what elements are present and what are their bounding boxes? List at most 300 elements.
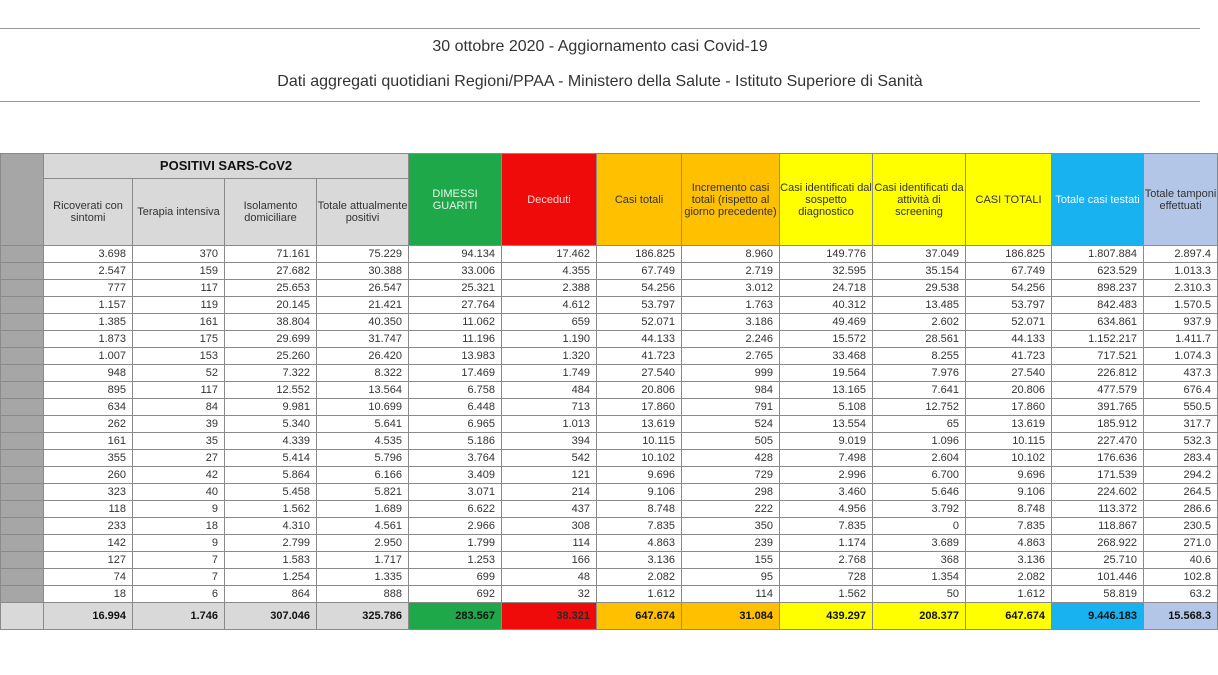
table-cell: 550.5 xyxy=(1144,399,1218,416)
table-cell: 6.166 xyxy=(317,467,409,484)
region-cell xyxy=(1,246,44,263)
col-header-totale-positivi: Totale attualmente positivi xyxy=(317,179,409,246)
table-cell: 54.256 xyxy=(966,280,1052,297)
table-cell: 33.468 xyxy=(780,348,873,365)
table-cell: 67.749 xyxy=(966,263,1052,280)
table-cell: 4.339 xyxy=(225,433,317,450)
table-cell: 10.115 xyxy=(597,433,682,450)
col-header-dimessi-guariti: DIMESSI GUARITI xyxy=(409,154,502,246)
top-rule xyxy=(0,28,1200,29)
total-cell: 38.321 xyxy=(502,603,597,630)
col-header-ricoverati: Ricoverati con sintomi xyxy=(44,179,133,246)
table-cell: 29.699 xyxy=(225,331,317,348)
table-row xyxy=(1,263,1218,280)
region-cell xyxy=(1,535,44,552)
table-row xyxy=(1,382,1218,399)
table-cell: 394 xyxy=(502,433,597,450)
table-cell: 4.863 xyxy=(966,535,1052,552)
table-cell: 264.5 xyxy=(1144,484,1218,501)
table-cell: 171.539 xyxy=(1052,467,1144,484)
table-cell: 49.469 xyxy=(780,314,873,331)
table-cell: 224.602 xyxy=(1052,484,1144,501)
col-header-casi-totali: Casi totali xyxy=(597,154,682,246)
region-cell xyxy=(1,467,44,484)
table-row xyxy=(1,586,1218,603)
col-header-incremento: Incremento casi totali (rispetto al giorno precedente) xyxy=(682,154,780,246)
table-cell: 186.825 xyxy=(966,246,1052,263)
table-cell: 699 xyxy=(409,569,502,586)
table-cell: 185.912 xyxy=(1052,416,1144,433)
table-cell: 1.689 xyxy=(317,501,409,518)
table-cell: 898.237 xyxy=(1052,280,1144,297)
table-cell: 71.161 xyxy=(225,246,317,263)
total-cell: 325.786 xyxy=(317,603,409,630)
table-cell: 119 xyxy=(133,297,225,314)
table-cell: 350 xyxy=(682,518,780,535)
total-cell: 647.674 xyxy=(597,603,682,630)
table-cell: 44.133 xyxy=(966,331,1052,348)
table-cell: 38.804 xyxy=(225,314,317,331)
table-cell: 842.483 xyxy=(1052,297,1144,314)
table-cell: 4.561 xyxy=(317,518,409,535)
table-cell: 175 xyxy=(133,331,225,348)
table-cell: 3.689 xyxy=(873,535,966,552)
table-cell: 20.806 xyxy=(966,382,1052,399)
table-cell: 2.082 xyxy=(597,569,682,586)
region-cell xyxy=(1,263,44,280)
table-cell: 27.540 xyxy=(597,365,682,382)
total-cell: 439.297 xyxy=(780,603,873,630)
table-cell: 9.019 xyxy=(780,433,873,450)
col-header-casi-testati: Totale casi testati xyxy=(1052,154,1144,246)
table-cell: 37.049 xyxy=(873,246,966,263)
table-cell: 159 xyxy=(133,263,225,280)
table-cell: 888 xyxy=(317,586,409,603)
table-cell: 1.335 xyxy=(317,569,409,586)
table-cell: 2.996 xyxy=(780,467,873,484)
table-cell: 13.485 xyxy=(873,297,966,314)
table-cell: 41.723 xyxy=(597,348,682,365)
table-cell: 13.983 xyxy=(409,348,502,365)
table-cell: 7.835 xyxy=(597,518,682,535)
table-cell: 8.748 xyxy=(597,501,682,518)
table-cell: 984 xyxy=(682,382,780,399)
table-cell: 1.013 xyxy=(502,416,597,433)
table-cell: 27.540 xyxy=(966,365,1052,382)
table-cell: 18 xyxy=(133,518,225,535)
table-row xyxy=(1,467,1218,484)
table-cell: 5.641 xyxy=(317,416,409,433)
total-cell: 647.674 xyxy=(966,603,1052,630)
table-cell: 477.579 xyxy=(1052,382,1144,399)
table-cell: 10.699 xyxy=(317,399,409,416)
table-cell: 286.6 xyxy=(1144,501,1218,518)
table-cell: 74 xyxy=(44,569,133,586)
region-cell xyxy=(1,314,44,331)
table-cell: 28.561 xyxy=(873,331,966,348)
table-cell: 2.246 xyxy=(682,331,780,348)
table-cell: 153 xyxy=(133,348,225,365)
table-cell: 26.547 xyxy=(317,280,409,297)
table-row xyxy=(1,331,1218,348)
table-cell: 40 xyxy=(133,484,225,501)
table-cell: 29.538 xyxy=(873,280,966,297)
table-cell: 1.013.3 xyxy=(1144,263,1218,280)
table-cell: 937.9 xyxy=(1144,314,1218,331)
table-cell: 11.196 xyxy=(409,331,502,348)
table-cell: 2.604 xyxy=(873,450,966,467)
table-cell: 3.460 xyxy=(780,484,873,501)
table-cell: 7.835 xyxy=(966,518,1052,535)
table-cell: 9.696 xyxy=(966,467,1052,484)
table-cell: 777 xyxy=(44,280,133,297)
table-cell: 75.229 xyxy=(317,246,409,263)
table-cell: 713 xyxy=(502,399,597,416)
table-cell: 10.102 xyxy=(597,450,682,467)
region-cell xyxy=(1,501,44,518)
table-row xyxy=(1,297,1218,314)
table-cell: 729 xyxy=(682,467,780,484)
table-cell: 0 xyxy=(873,518,966,535)
table-cell: 239 xyxy=(682,535,780,552)
table-cell: 17.469 xyxy=(409,365,502,382)
table-cell: 6.448 xyxy=(409,399,502,416)
table-cell: 3.136 xyxy=(597,552,682,569)
table-cell: 1.562 xyxy=(225,501,317,518)
table-cell: 791 xyxy=(682,399,780,416)
table-cell: 11.062 xyxy=(409,314,502,331)
table-cell: 4.612 xyxy=(502,297,597,314)
table-cell: 20.806 xyxy=(597,382,682,399)
table-cell: 5.796 xyxy=(317,450,409,467)
table-cell: 27 xyxy=(133,450,225,467)
table-cell: 233 xyxy=(44,518,133,535)
table-cell: 101.446 xyxy=(1052,569,1144,586)
table-cell: 31.747 xyxy=(317,331,409,348)
table-cell: 1.254 xyxy=(225,569,317,586)
table-cell: 1.612 xyxy=(966,586,1052,603)
totals-row xyxy=(1,603,1218,630)
table-cell: 437 xyxy=(502,501,597,518)
table-cell: 40.6 xyxy=(1144,552,1218,569)
table-cell: 1.612 xyxy=(597,586,682,603)
table-cell: 948 xyxy=(44,365,133,382)
table-cell: 17.462 xyxy=(502,246,597,263)
table-cell: 7.498 xyxy=(780,450,873,467)
table-cell: 121 xyxy=(502,467,597,484)
table-cell: 10.102 xyxy=(966,450,1052,467)
table-cell: 7 xyxy=(133,569,225,586)
table-cell: 142 xyxy=(44,535,133,552)
table-cell: 9 xyxy=(133,535,225,552)
table-cell: 1.385 xyxy=(44,314,133,331)
table-cell: 999 xyxy=(682,365,780,382)
table-cell: 3.698 xyxy=(44,246,133,263)
table-cell: 1.807.884 xyxy=(1052,246,1144,263)
table-cell: 13.554 xyxy=(780,416,873,433)
table-cell: 8.255 xyxy=(873,348,966,365)
table-cell: 2.950 xyxy=(317,535,409,552)
region-cell xyxy=(1,331,44,348)
table-cell: 1.157 xyxy=(44,297,133,314)
region-cell xyxy=(1,416,44,433)
table-cell: 25.260 xyxy=(225,348,317,365)
table-cell: 4.310 xyxy=(225,518,317,535)
table-cell: 58.819 xyxy=(1052,586,1144,603)
table-cell: 3.136 xyxy=(966,552,1052,569)
region-cell xyxy=(1,348,44,365)
table-cell: 2.082 xyxy=(966,569,1052,586)
total-cell: 9.446.183 xyxy=(1052,603,1144,630)
table-cell: 3.071 xyxy=(409,484,502,501)
table-cell: 6.758 xyxy=(409,382,502,399)
table-cell: 294.2 xyxy=(1144,467,1218,484)
table-cell: 13.564 xyxy=(317,382,409,399)
table-cell: 8.748 xyxy=(966,501,1052,518)
table-row xyxy=(1,450,1218,467)
table-cell: 52 xyxy=(133,365,225,382)
table-cell: 118.867 xyxy=(1052,518,1144,535)
table-cell: 214 xyxy=(502,484,597,501)
table-cell: 33.006 xyxy=(409,263,502,280)
table-cell: 118 xyxy=(44,501,133,518)
table-cell: 102.8 xyxy=(1144,569,1218,586)
table-row xyxy=(1,348,1218,365)
table-row xyxy=(1,501,1218,518)
table-cell: 4.535 xyxy=(317,433,409,450)
table-cell: 4.863 xyxy=(597,535,682,552)
table-cell: 113.372 xyxy=(1052,501,1144,518)
table-cell: 48 xyxy=(502,569,597,586)
table-cell: 524 xyxy=(682,416,780,433)
table-cell: 5.458 xyxy=(225,484,317,501)
table-cell: 6.965 xyxy=(409,416,502,433)
table-cell: 7.322 xyxy=(225,365,317,382)
table-cell: 3.792 xyxy=(873,501,966,518)
table-cell: 40.312 xyxy=(780,297,873,314)
table-body xyxy=(1,246,1218,630)
table-cell: 391.765 xyxy=(1052,399,1144,416)
table-cell: 1.799 xyxy=(409,535,502,552)
table-cell: 117 xyxy=(133,382,225,399)
table-cell: 268.922 xyxy=(1052,535,1144,552)
table-cell: 12.752 xyxy=(873,399,966,416)
region-cell xyxy=(1,552,44,569)
table-cell: 2.966 xyxy=(409,518,502,535)
table-cell: 222 xyxy=(682,501,780,518)
table-cell: 1.190 xyxy=(502,331,597,348)
table-row xyxy=(1,365,1218,382)
table-cell: 63.2 xyxy=(1144,586,1218,603)
table-cell: 1.074.3 xyxy=(1144,348,1218,365)
table-cell: 44.133 xyxy=(597,331,682,348)
table-cell: 260 xyxy=(44,467,133,484)
positivi-group-header: POSITIVI SARS-CoV2 xyxy=(44,154,409,179)
table-cell: 41.723 xyxy=(966,348,1052,365)
table-cell: 692 xyxy=(409,586,502,603)
table-cell: 298 xyxy=(682,484,780,501)
table-cell: 728 xyxy=(780,569,873,586)
table-cell: 4.956 xyxy=(780,501,873,518)
table-cell: 21.421 xyxy=(317,297,409,314)
table-cell: 13.165 xyxy=(780,382,873,399)
table-cell: 1.096 xyxy=(873,433,966,450)
table-cell: 355 xyxy=(44,450,133,467)
table-cell: 17.860 xyxy=(966,399,1052,416)
table-cell: 895 xyxy=(44,382,133,399)
region-cell xyxy=(1,569,44,586)
table-cell: 4.355 xyxy=(502,263,597,280)
table-cell: 5.108 xyxy=(780,399,873,416)
region-cell xyxy=(1,280,44,297)
table-cell: 52.071 xyxy=(966,314,1052,331)
table-cell: 1.411.7 xyxy=(1144,331,1218,348)
table-cell: 1.570.5 xyxy=(1144,297,1218,314)
table-cell: 35.154 xyxy=(873,263,966,280)
region-cell xyxy=(1,382,44,399)
table-cell: 15.572 xyxy=(780,331,873,348)
table-cell: 230.5 xyxy=(1144,518,1218,535)
table-cell: 271.0 xyxy=(1144,535,1218,552)
table-cell: 30.388 xyxy=(317,263,409,280)
table-cell: 161 xyxy=(44,433,133,450)
table-cell: 12.552 xyxy=(225,382,317,399)
region-cell xyxy=(1,365,44,382)
table-cell: 35 xyxy=(133,433,225,450)
table-cell: 308 xyxy=(502,518,597,535)
table-cell: 1.320 xyxy=(502,348,597,365)
table-cell: 484 xyxy=(502,382,597,399)
table-cell: 117 xyxy=(133,280,225,297)
col-header-tamponi: Totale tamponi effettuati xyxy=(1144,154,1218,246)
table-cell: 7 xyxy=(133,552,225,569)
table-cell: 176.636 xyxy=(1052,450,1144,467)
page-title: 30 ottobre 2020 - Aggiornamento casi Covid-19 xyxy=(432,38,768,55)
table-cell: 6 xyxy=(133,586,225,603)
col-header-deceduti: Deceduti xyxy=(502,154,597,246)
table-row xyxy=(1,416,1218,433)
table-cell: 1.749 xyxy=(502,365,597,382)
total-cell: 16.994 xyxy=(44,603,133,630)
table-cell: 127 xyxy=(44,552,133,569)
table-cell: 659 xyxy=(502,314,597,331)
total-cell: 31.084 xyxy=(682,603,780,630)
table-cell: 676.4 xyxy=(1144,382,1218,399)
table-cell: 1.253 xyxy=(409,552,502,569)
table-cell: 1.152.217 xyxy=(1052,331,1144,348)
table-cell: 95 xyxy=(682,569,780,586)
table-cell: 39 xyxy=(133,416,225,433)
table-cell: 505 xyxy=(682,433,780,450)
page-subtitle: Dati aggregati quotidiani Regioni/PPAA - Ministero della Salute - Istituto Superiore di Sanità xyxy=(277,73,923,90)
table-cell: 5.646 xyxy=(873,484,966,501)
table-cell: 1.763 xyxy=(682,297,780,314)
region-cell xyxy=(1,586,44,603)
table-cell: 25.710 xyxy=(1052,552,1144,569)
table-cell: 437.3 xyxy=(1144,365,1218,382)
total-cell: 208.377 xyxy=(873,603,966,630)
table-cell: 9.981 xyxy=(225,399,317,416)
table-cell: 25.321 xyxy=(409,280,502,297)
table-cell: 52.071 xyxy=(597,314,682,331)
table-cell: 3.409 xyxy=(409,467,502,484)
region-column-header xyxy=(1,154,44,246)
table-cell: 3.764 xyxy=(409,450,502,467)
table-cell: 1.873 xyxy=(44,331,133,348)
table-cell: 3.012 xyxy=(682,280,780,297)
table-cell: 2.602 xyxy=(873,314,966,331)
table-cell: 9.106 xyxy=(597,484,682,501)
table-cell: 634.861 xyxy=(1052,314,1144,331)
table-row xyxy=(1,569,1218,586)
table-row xyxy=(1,314,1218,331)
table-cell: 13.619 xyxy=(966,416,1052,433)
table-cell: 634 xyxy=(44,399,133,416)
table-cell: 3.186 xyxy=(682,314,780,331)
table-cell: 67.749 xyxy=(597,263,682,280)
table-cell: 24.718 xyxy=(780,280,873,297)
table-cell: 13.619 xyxy=(597,416,682,433)
table-cell: 7.641 xyxy=(873,382,966,399)
covid-data-table xyxy=(0,153,1218,630)
region-cell xyxy=(1,433,44,450)
table-cell: 532.3 xyxy=(1144,433,1218,450)
table-cell: 32 xyxy=(502,586,597,603)
table-cell: 226.812 xyxy=(1052,365,1144,382)
table-cell: 7.976 xyxy=(873,365,966,382)
table-cell: 864 xyxy=(225,586,317,603)
table-cell: 50 xyxy=(873,586,966,603)
table-cell: 8.322 xyxy=(317,365,409,382)
table-cell: 155 xyxy=(682,552,780,569)
table-cell: 27.682 xyxy=(225,263,317,280)
table-cell: 1.354 xyxy=(873,569,966,586)
table-cell: 1.174 xyxy=(780,535,873,552)
table-cell: 2.765 xyxy=(682,348,780,365)
table-cell: 53.797 xyxy=(597,297,682,314)
table-cell: 20.145 xyxy=(225,297,317,314)
table-cell: 6.700 xyxy=(873,467,966,484)
table-cell: 2.719 xyxy=(682,263,780,280)
header-bottom-rule xyxy=(0,101,1200,102)
table-cell: 9.106 xyxy=(966,484,1052,501)
table-cell: 7.835 xyxy=(780,518,873,535)
table-cell: 32.595 xyxy=(780,263,873,280)
table-row xyxy=(1,433,1218,450)
region-cell xyxy=(1,518,44,535)
table-cell: 10.115 xyxy=(966,433,1052,450)
totals-label-cell xyxy=(1,603,44,630)
table-cell: 1.583 xyxy=(225,552,317,569)
table-cell: 5.414 xyxy=(225,450,317,467)
table-cell: 370 xyxy=(133,246,225,263)
table-cell: 84 xyxy=(133,399,225,416)
table-cell: 40.350 xyxy=(317,314,409,331)
table-cell: 94.134 xyxy=(409,246,502,263)
table-cell: 114 xyxy=(502,535,597,552)
table-cell: 42 xyxy=(133,467,225,484)
table-cell: 54.256 xyxy=(597,280,682,297)
table-cell: 18 xyxy=(44,586,133,603)
col-header-sospetto-diagnostico: Casi identificati dal sospetto diagnostico xyxy=(780,154,873,246)
table-cell: 1.562 xyxy=(780,586,873,603)
table-cell: 8.960 xyxy=(682,246,780,263)
region-cell xyxy=(1,399,44,416)
total-cell: 283.567 xyxy=(409,603,502,630)
table-row xyxy=(1,399,1218,416)
table-cell: 6.622 xyxy=(409,501,502,518)
table-row xyxy=(1,280,1218,297)
